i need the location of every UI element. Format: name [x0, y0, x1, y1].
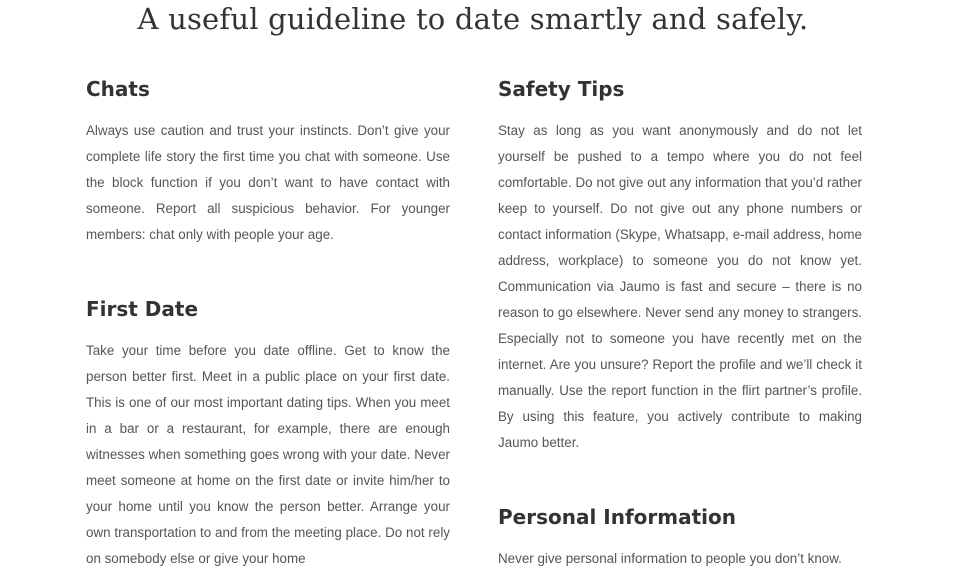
personal-information-section: [498, 503, 862, 572]
chats-body: Always use caution and trust your instincts. Don’t give your complete life story the first time you chat with someone. Use the block function if you don’t want to have contact with someone. Report all suspicious behavior. For younger members: chat only with people your age.: [86, 123, 450, 242]
safety-tips-heading: Safety Tips: [498, 77, 625, 101]
page-title: A useful guideline to date smartly and safely.: [137, 2, 809, 36]
first-date-heading: First Date: [86, 297, 199, 321]
chats-heading: Chats: [86, 77, 150, 101]
right-column: [498, 75, 862, 572]
first-date-section: [86, 295, 450, 572]
chats-section: [86, 75, 450, 248]
first-date-body: Take your time before you date offline. Get to know the person better first. Meet in a public place on your first date. This is one of our most important dating tips. When you meet in a bar or a restaurant, for example, there are enough witnesses when something goes wrong with your date. Never meet someone at home on the first date or invite him/her to your home until you know the person better. Arrange your own transportation to and from the meeting place. Do not rely on somebody else or give your home: [86, 343, 450, 566]
safety-tips-body: Stay as long as you want anonymously and do not let yourself be pushed to a tempo where you do not feel comfortable. Do not give out any information that you’d rather keep to yourself. Do not give out any phone numbers or contact information (Skype, Whatsapp, e-mail address, home address, workplace) to someone you do not know yet. Communication via Jaumo is fast and secure – there is no reason to go elsewhere. Never send any money to strangers. Especially not to someone you have recently met on the internet. Are you unsure? Report the profile and we’ll check it manually. Use the report function in the flirt partner’s profile. By using this feature, you actively contribute to making Jaumo better.: [498, 123, 862, 450]
safety-tips-section: [498, 75, 862, 456]
personal-information-heading: Personal Information: [498, 505, 736, 529]
left-column: [86, 75, 450, 572]
personal-information-body: Never give personal information to people you don’t know.: [498, 551, 842, 566]
